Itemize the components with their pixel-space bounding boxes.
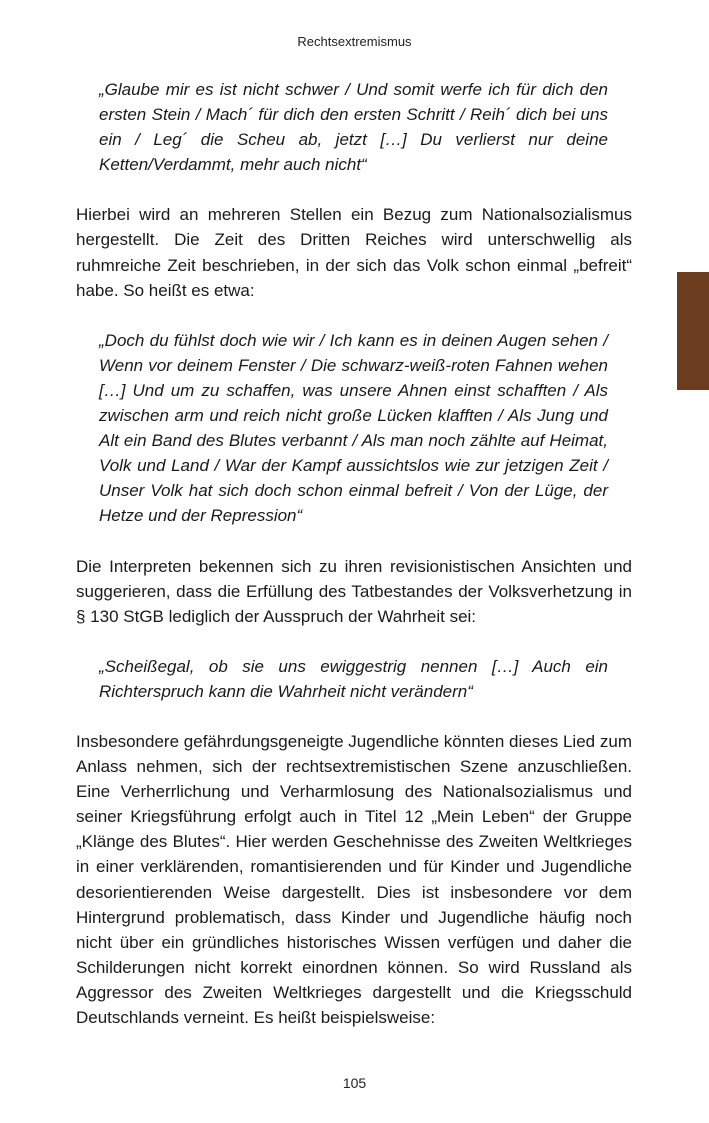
- body-paragraph: Hierbei wird an mehreren Stellen ein Bezug zum Nationalsozialismus hergestellt. Die Zeit des Dritten Reiches wird unterschwellig als ruhmreiche Zeit beschrieben, in der sich das Volk schon einmal „befreit“ habe. So heißt es etwa:: [76, 205, 632, 300]
- spacer: [76, 529, 632, 554]
- spacer: [76, 629, 632, 654]
- page-number: 105: [342, 1075, 367, 1091]
- spacer: [76, 704, 632, 729]
- chapter-tab-marker: [677, 272, 709, 390]
- body-paragraph: Die Interpreten bekennen sich zu ihren revisionistischen Ansichten und suggerieren, dass die Erfüllung des Tatbestandes der Volksverhetzung in § 130 StGB lediglich der Ausspruch der Wahrheit sei:: [76, 556, 632, 626]
- quote-block: „Glaube mir es ist nicht schwer / Und somit werfe ich für dich den ersten Stein / Mach´ für dich den ersten Schritt / Reih´ dich bei uns ein / Leg´ die Scheu ab, jetzt […] Du verlierst nur deine Ketten/Verdammt, mehr auch nicht“: [99, 80, 608, 175]
- quote-block: „Doch du fühlst doch wie wir / Ich kann es in deinen Augen sehen / Wenn vor deinem Fenster / Die schwarz-weiß-roten Fahnen wehen […] Und um zu schaffen, was unsere Ahnen einst schafften / Als zwischen arm und reich nicht große Lücken klafften / Als Jung und Alt ein Band des Blutes verbannt / Als man noch zählte auf Heimat, Volk und Land / War der Kampf aussichtslos wie zur jetzigen Zeit / Unser Volk hat sich doch schon einmal befreit / Von der Lüge, der Hetze und der Repression“: [99, 330, 608, 526]
- spacer: [76, 177, 632, 202]
- quote-block: „Scheißegal, ob sie uns ewiggestrig nennen […] Auch ein Richterspruch kann die Wahrheit nicht verändern“: [99, 656, 608, 701]
- body-paragraph: Insbesondere gefährdungsgeneigte Jugendliche könnten dieses Lied zum Anlass nehmen, sich der rechtsextremistischen Szene anzuschließen. Eine Verherrlichung und Verharmlosung des Nationalsozialismus und seiner Kriegsführung erfolgt auch in Titel 12 „Mein Leben“ der Gruppe „Klänge des Blutes“. Hier werden Geschehnisse des Zweiten Weltkrieges in einer verklärenden, romantisierenden und für Kinder und Jugendliche desorientierenden Weise dargestellt. Dies ist insbesondere vor dem Hintergrund problematisch, dass Kinder und Jugendliche häufig noch nicht über ein gründliches historisches Wissen verfügen und daher die Schilderungen nicht korrekt einordnen können. So wird Russland als Aggressor des Zweiten Weltkrieges dargestellt und die Kriegsschuld Deutschlands verneint. Es heißt beispielsweise:: [76, 731, 632, 1027]
- page-body: [76, 77, 632, 1030]
- spacer: [76, 303, 632, 328]
- running-header: Rechtsextremismus: [297, 34, 412, 49]
